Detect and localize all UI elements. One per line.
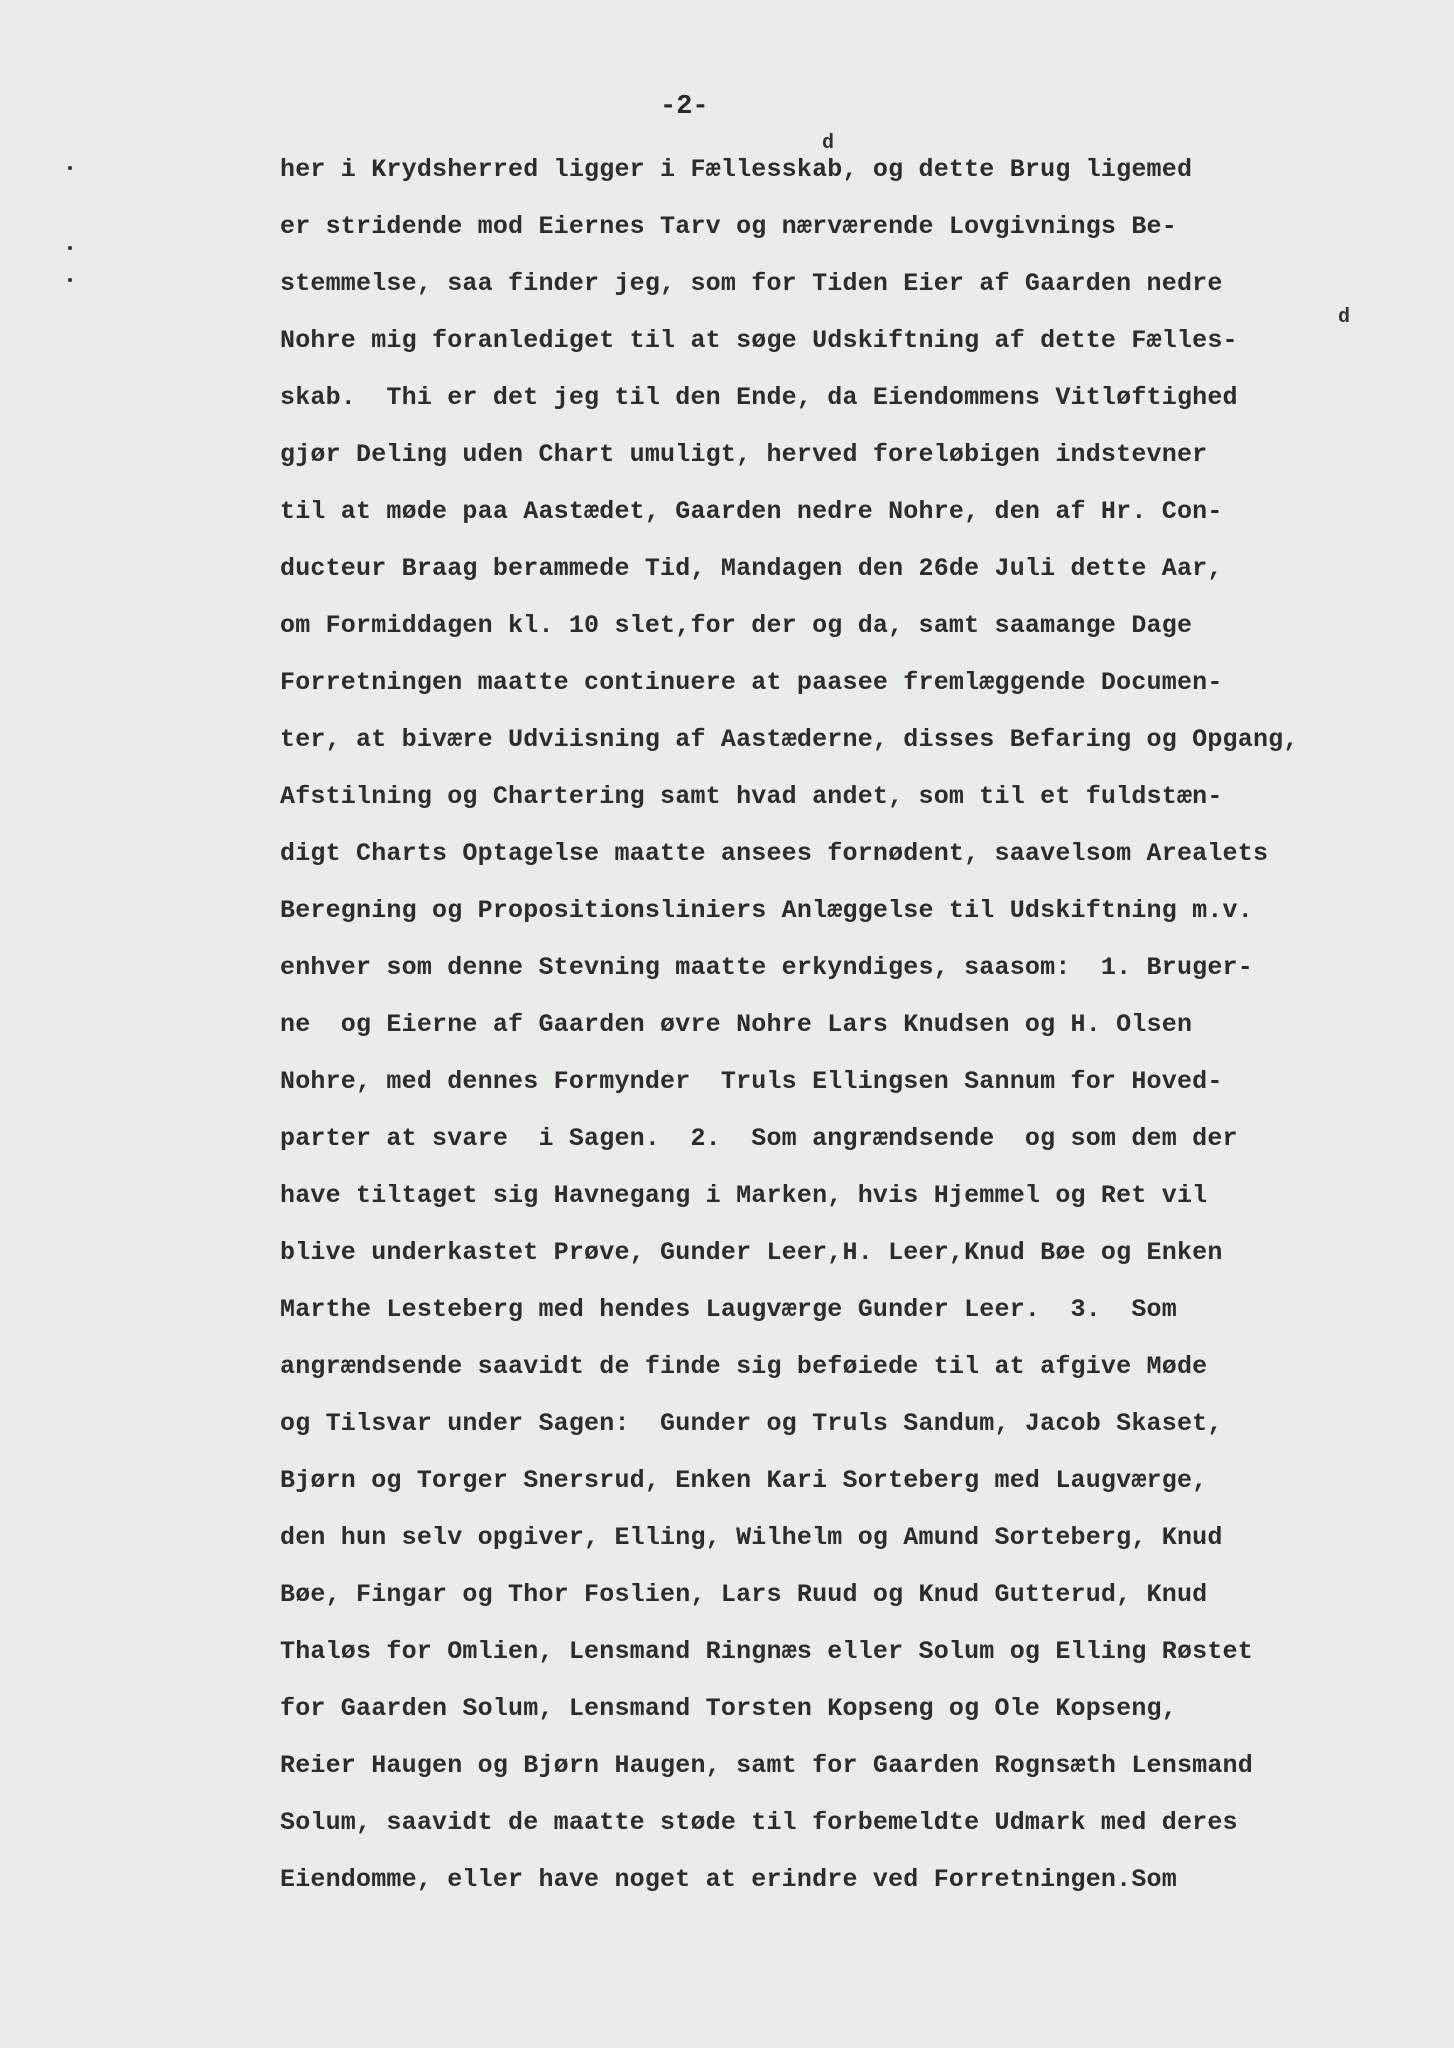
text-line: Nohre mig foranlediget til at søge Udskiftning af dette Fælles- xyxy=(280,326,1238,355)
text-line: er stridende mod Eiernes Tarv og nærværende Lovgivnings Be- xyxy=(280,212,1177,241)
text-line: Bjørn og Torger Snersrud, Enken Kari Sorteberg med Laugværge, xyxy=(280,1466,1208,1495)
margin-dot xyxy=(68,246,72,250)
page-number: -2- xyxy=(660,92,709,122)
margin-dot xyxy=(68,278,72,282)
text-line: ducteur Braag berammede Tid, Mandagen den 26de Juli dette Aar, xyxy=(280,554,1223,583)
margin-dot xyxy=(68,166,72,170)
text-line: enhver som denne Stevning maatte erkyndiges, saasom: 1. Bruger- xyxy=(280,953,1253,982)
text-line: Forretningen maatte continuere at paasee fremlæggende Documen- xyxy=(280,668,1223,697)
text-line: parter at svare i Sagen. 2. Som angrændsende og som dem der xyxy=(280,1124,1238,1153)
text-line: stemmelse, saa finder jeg, som for Tiden Eier af Gaarden nedre xyxy=(280,269,1223,298)
text-line: have tiltaget sig Havnegang i Marken, hvis Hjemmel og Ret vil xyxy=(280,1181,1208,1210)
text-line: Bøe, Fingar og Thor Foslien, Lars Ruud og Knud Gutterud, Knud xyxy=(280,1580,1208,1609)
handwritten-correction: d xyxy=(822,132,835,155)
text-line: Beregning og Propositionsliniers Anlæggelse til Udskiftning m.v. xyxy=(280,896,1253,925)
text-line: om Formiddagen kl. 10 slet,for der og da, samt saamange Dage xyxy=(280,611,1193,640)
text-line: ter, at bivære Udviisning af Aastæderne, disses Befaring og Opgang, xyxy=(280,725,1299,754)
text-line: Reier Haugen og Bjørn Haugen, samt for Gaarden Rognsæth Lensmand xyxy=(280,1751,1253,1780)
text-line: ne og Eierne af Gaarden øvre Nohre Lars Knudsen og H. Olsen xyxy=(280,1010,1193,1039)
handwritten-correction: d xyxy=(1338,306,1351,329)
typed-text-body xyxy=(280,150,1450,1917)
text-line: blive underkastet Prøve, Gunder Leer,H. Leer,Knud Bøe og Enken xyxy=(280,1238,1223,1267)
text-line: den hun selv opgiver, Elling, Wilhelm og Amund Sorteberg, Knud xyxy=(280,1523,1223,1552)
text-line: Eiendomme, eller have noget at erindre ved Forretningen.Som xyxy=(280,1865,1177,1894)
text-line: Nohre, med dennes Formynder Truls Ellingsen Sannum for Hoved- xyxy=(280,1067,1223,1096)
text-line: gjør Deling uden Chart umuligt, herved foreløbigen indstevner xyxy=(280,440,1208,469)
text-line: her i Krydsherred ligger i Fællesskab, og dette Brug ligemed xyxy=(280,155,1193,184)
text-line: skab. Thi er det jeg til den Ende, da Eiendommens Vitløftighed xyxy=(280,383,1238,412)
text-line: for Gaarden Solum, Lensmand Torsten Kopseng og Ole Kopseng, xyxy=(280,1694,1177,1723)
text-line: angrændsende saavidt de finde sig beføiede til at afgive Møde xyxy=(280,1352,1208,1381)
text-line: til at møde paa Aastædet, Gaarden nedre Nohre, den af Hr. Con- xyxy=(280,497,1223,526)
margin-marks xyxy=(68,160,80,300)
text-line: og Tilsvar under Sagen: Gunder og Truls Sandum, Jacob Skaset, xyxy=(280,1409,1223,1438)
text-line: Solum, saavidt de maatte støde til forbemeldte Udmark med deres xyxy=(280,1808,1238,1837)
text-line: Afstilning og Chartering samt hvad andet, som til et fuldstæn- xyxy=(280,782,1223,811)
text-line: Marthe Lesteberg med hendes Laugværge Gunder Leer. 3. Som xyxy=(280,1295,1177,1324)
text-line: digt Charts Optagelse maatte ansees fornødent, saavelsom Arealets xyxy=(280,839,1269,868)
text-line: Thaløs for Omlien, Lensmand Ringnæs eller Solum og Elling Røstet xyxy=(280,1637,1253,1666)
